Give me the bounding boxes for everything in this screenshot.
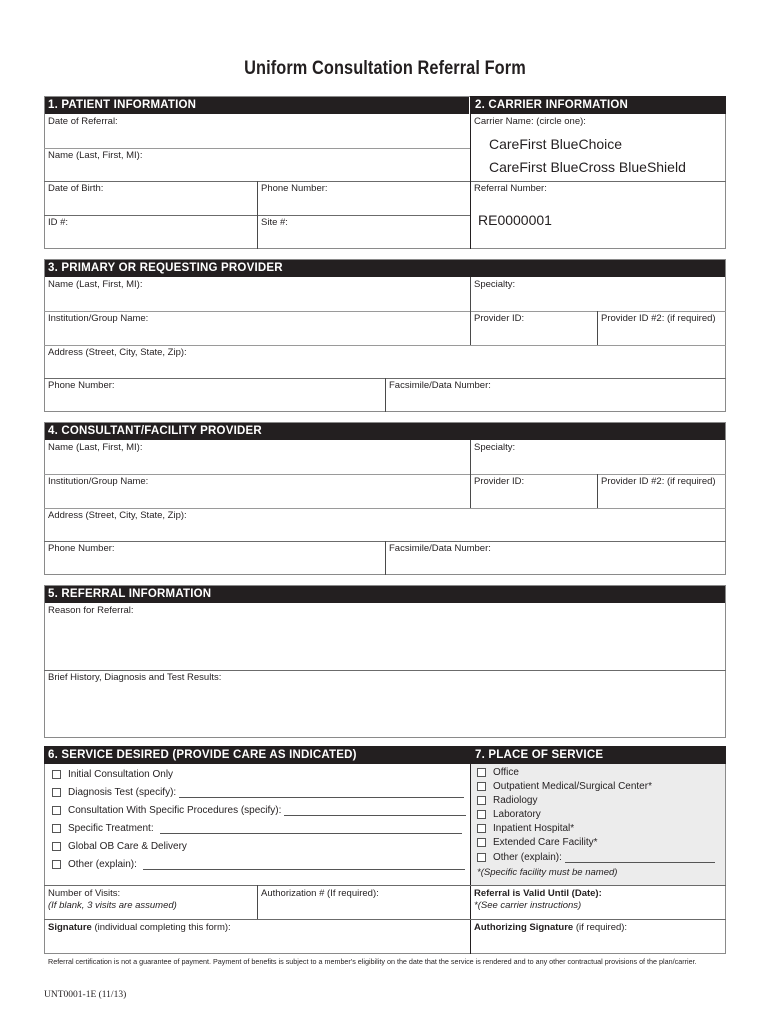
consultant-fax-label: Facsimile/Data Number: — [389, 543, 491, 554]
authorizing-signature-label-bold: Authorizing Signature — [474, 922, 574, 933]
specific-facility-note: *(Specific facility must be named) — [477, 867, 618, 878]
signature-field[interactable] — [44, 919, 470, 954]
primary-provider-id-field[interactable] — [470, 311, 597, 345]
section-header-referral: 5. REFERRAL INFORMATION — [44, 585, 726, 603]
service-option-label: Initial Consultation Only — [68, 769, 174, 780]
checkbox-icon[interactable] — [477, 810, 486, 819]
section-header-primary-provider: 3. PRIMARY OR REQUESTING PROVIDER — [44, 259, 726, 277]
place-option-other[interactable] — [477, 852, 715, 863]
consultant-phone-field[interactable] — [44, 541, 385, 575]
place-option-label: Radiology — [493, 795, 538, 806]
primary-fax-field[interactable] — [385, 378, 726, 412]
authorizing-signature-label — [474, 922, 627, 933]
date-of-referral-label: Date of Referral: — [48, 116, 118, 127]
primary-specialty-label: Specialty: — [474, 279, 516, 290]
diagnosis-test-specify-line[interactable] — [179, 788, 464, 798]
reason-for-referral-field[interactable] — [44, 603, 726, 670]
service-option-specific-treatment[interactable] — [52, 823, 462, 834]
service-option-label: Diagnosis Test (specify): — [68, 787, 177, 798]
checkbox-icon[interactable] — [52, 860, 61, 869]
form-code: UNT0001-1E (11/13) — [44, 990, 127, 1000]
patient-phone-field[interactable] — [257, 181, 470, 215]
section-header-carrier: 2. CARRIER INFORMATION — [471, 96, 726, 114]
primary-name-field[interactable] — [44, 277, 470, 311]
consultant-provider-id-field[interactable] — [470, 474, 597, 508]
service-option-label: Other (explain): — [68, 859, 137, 870]
checkbox-icon[interactable] — [52, 806, 61, 815]
authorizing-signature-field[interactable] — [470, 919, 726, 954]
consultant-provider-id2-field[interactable] — [597, 474, 726, 508]
section-header-patient: 1. PATIENT INFORMATION — [44, 96, 469, 114]
brief-history-label: Brief History, Diagnosis and Test Results: — [48, 672, 222, 683]
consultant-provider-id-label: Provider ID: — [474, 476, 525, 487]
place-option-radiology[interactable] — [477, 795, 537, 806]
place-option-label: Office — [493, 767, 519, 778]
consultant-address-field[interactable] — [44, 508, 726, 541]
date-of-birth-field[interactable] — [44, 181, 257, 215]
signature-label — [48, 922, 231, 933]
number-of-visits-note: (If blank, 3 visits are assumed) — [48, 900, 177, 911]
primary-name-label: Name (Last, First, MI): — [48, 279, 143, 290]
payment-disclaimer: Referral certification is not a guarantee of payment. Payment of benefits is subject to a member's eligibility on the date that the service is rendered and to any other contractual provisions of the plan/carrier. — [48, 957, 697, 966]
place-option-inpatient[interactable] — [477, 823, 574, 834]
section-header-consultant: 4. CONSULTANT/FACILITY PROVIDER — [44, 422, 726, 440]
patient-id-field[interactable] — [44, 215, 257, 249]
service-option-label: Global OB Care & Delivery — [68, 841, 187, 852]
primary-phone-field[interactable] — [44, 378, 385, 412]
service-option-initial-consultation[interactable] — [52, 769, 173, 780]
primary-address-label: Address (Street, City, State, Zip): — [48, 347, 187, 358]
place-option-outpatient[interactable] — [477, 781, 652, 792]
patient-name-field[interactable] — [44, 148, 470, 181]
referral-number-label: Referral Number: — [474, 183, 547, 194]
service-option-label: Specific Treatment: — [68, 823, 154, 834]
carrier-name-label: Carrier Name: (circle one): — [474, 116, 586, 127]
place-other-explain-line[interactable] — [565, 853, 715, 863]
place-option-label: Extended Care Facility* — [493, 837, 598, 848]
consultant-provider-id2-label: Provider ID #2: (if required) — [601, 476, 716, 487]
primary-institution-field[interactable] — [44, 311, 470, 345]
place-option-label: Laboratory — [493, 809, 541, 820]
service-other-explain-line[interactable] — [143, 860, 465, 870]
service-option-diagnosis-test[interactable] — [52, 787, 464, 798]
authorization-number-field[interactable] — [257, 885, 470, 919]
referral-valid-until-field[interactable] — [470, 885, 726, 919]
patient-phone-label: Phone Number: — [261, 183, 328, 194]
service-option-other[interactable] — [52, 859, 465, 870]
place-option-laboratory[interactable] — [477, 809, 541, 820]
procedures-specify-line[interactable] — [284, 806, 466, 816]
primary-specialty-field[interactable] — [470, 277, 726, 311]
place-option-extended-care[interactable] — [477, 837, 598, 848]
service-option-consultation-procedures[interactable] — [52, 805, 466, 816]
referral-number-value[interactable]: RE0000001 — [478, 212, 552, 228]
patient-name-label: Name (Last, First, MI): — [48, 150, 143, 161]
section-header-service-desired: 6. SERVICE DESIRED (PROVIDE CARE AS INDICATED) — [44, 746, 470, 764]
date-of-referral-field[interactable] — [44, 114, 470, 148]
checkbox-icon[interactable] — [52, 788, 61, 797]
checkbox-icon[interactable] — [52, 842, 61, 851]
place-option-label: Outpatient Medical/Surgical Center* — [493, 781, 652, 792]
referral-valid-until-label: Referral is Valid Until (Date): — [474, 888, 602, 899]
consultant-specialty-field[interactable] — [470, 440, 726, 474]
section-header-place-of-service: 7. PLACE OF SERVICE — [471, 746, 726, 764]
checkbox-icon[interactable] — [477, 838, 486, 847]
primary-provider-id2-field[interactable] — [597, 311, 726, 345]
primary-institution-label: Institution/Group Name: — [48, 313, 149, 324]
consultant-phone-label: Phone Number: — [48, 543, 115, 554]
consultant-name-label: Name (Last, First, MI): — [48, 442, 143, 453]
primary-provider-id2-label: Provider ID #2: (if required) — [601, 313, 716, 324]
carrier-option-bluecross-blueshield[interactable]: CareFirst BlueCross BlueShield — [489, 159, 686, 175]
brief-history-field[interactable] — [44, 670, 726, 738]
reason-for-referral-label: Reason for Referral: — [48, 605, 134, 616]
number-of-visits-label: Number of Visits: — [48, 888, 121, 899]
consultant-specialty-label: Specialty: — [474, 442, 516, 453]
primary-address-field[interactable] — [44, 345, 726, 378]
site-label: Site #: — [261, 217, 288, 228]
service-option-label: Consultation With Specific Procedures (specify): — [68, 805, 282, 816]
checkbox-icon[interactable] — [477, 768, 486, 777]
signature-label-bold: Signature — [48, 922, 92, 933]
checkbox-icon[interactable] — [52, 824, 61, 833]
primary-phone-label: Phone Number: — [48, 380, 115, 391]
date-of-birth-label: Date of Birth: — [48, 183, 104, 194]
consultant-address-label: Address (Street, City, State, Zip): — [48, 510, 187, 521]
authorizing-signature-label-rest: (if required): — [573, 922, 628, 933]
carrier-instructions-note: *(See carrier instructions) — [474, 900, 582, 911]
patient-id-label: ID #: — [48, 217, 69, 228]
checkbox-icon[interactable] — [477, 782, 486, 791]
checkbox-icon[interactable] — [52, 770, 61, 779]
consultant-institution-field[interactable] — [44, 474, 470, 508]
place-option-label: Other (explain): — [493, 852, 562, 863]
place-option-office[interactable] — [477, 767, 519, 778]
service-option-global-ob-care[interactable] — [52, 841, 187, 852]
checkbox-icon[interactable] — [477, 796, 486, 805]
checkbox-icon[interactable] — [477, 853, 486, 862]
place-option-label: Inpatient Hospital* — [493, 823, 575, 834]
consultant-name-field[interactable] — [44, 440, 470, 474]
signature-label-rest: (individual completing this form): — [91, 922, 231, 933]
authorization-number-label: Authorization # (If required): — [261, 888, 379, 899]
page-title: Uniform Consultation Referral Form — [244, 58, 526, 79]
site-field[interactable] — [257, 215, 470, 249]
number-of-visits-field[interactable] — [44, 885, 257, 919]
consultant-institution-label: Institution/Group Name: — [48, 476, 149, 487]
carrier-option-bluechoice[interactable]: CareFirst BlueChoice — [489, 136, 623, 152]
primary-provider-id-label: Provider ID: — [474, 313, 525, 324]
checkbox-icon[interactable] — [477, 824, 486, 833]
consultant-fax-field[interactable] — [385, 541, 726, 575]
specific-treatment-line[interactable] — [160, 824, 462, 834]
primary-fax-label: Facsimile/Data Number: — [389, 380, 491, 391]
